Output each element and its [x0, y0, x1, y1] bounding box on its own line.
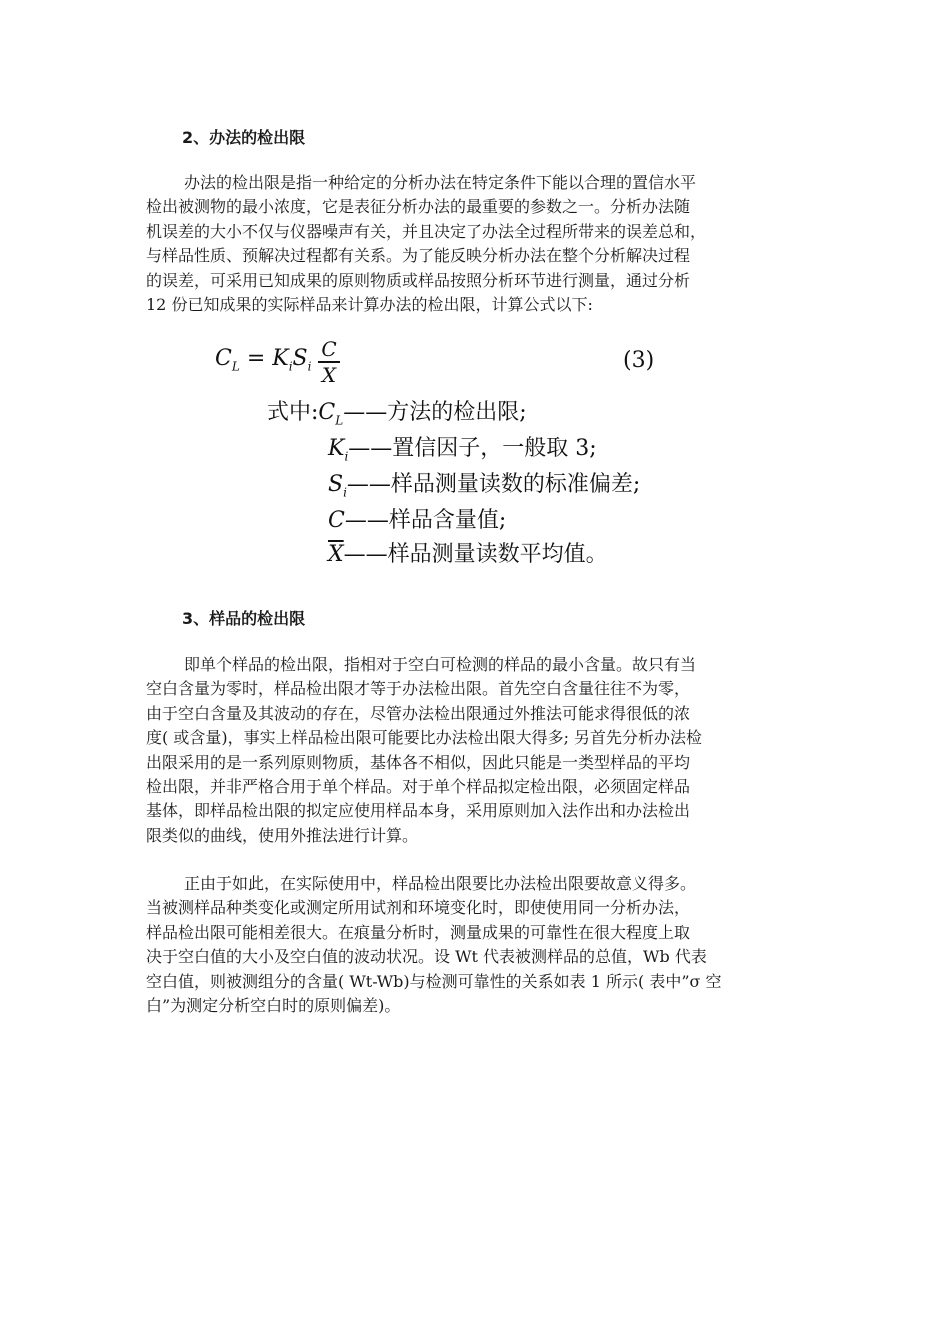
section-3-paragraph-1 [146, 653, 802, 848]
paragraph-line: 12 份已知成果的实际样品来计算办法的检出限，计算公式以下: [146, 295, 593, 315]
paragraph-line: 检出被测物的最小浓度，它是表征分析办法的最重要的参数之一。分析办法随 [146, 197, 691, 217]
formula-s-sub: i [307, 359, 312, 374]
formula-lhs: C [215, 346, 232, 371]
paragraph-line: 空白含量为零时，样品检出限才等于办法检出限。首先空白含量往往不为零， [146, 679, 691, 699]
paragraph-line: 与样品性质、预解决过程都有关系。为了能反映分析办法在整个分析解决过程 [146, 246, 691, 266]
formula-equals: = [246, 346, 266, 371]
def-text: ——样品测量读数平均值。 [343, 542, 608, 567]
paragraph-line: 由于空白含量及其波动的存在，尽管办法检出限通过外推法可能求得很低的浓 [146, 703, 691, 723]
def-text: ——方法的检出限; [343, 400, 527, 425]
paragraph-line: 当被测样品种类变化或测定所用试剂和环境变化时，即使使用同一分析办法， [146, 898, 691, 918]
paragraph-line: 机误差的大小不仅与仪器噪声有关，并且决定了办法全过程所带来的误差总和， [146, 221, 707, 241]
paragraph-line: 办法的检出限是指一种给定的分析办法在特定条件下能以合理的置信水平 [184, 173, 697, 192]
fraction-numerator: C [321, 337, 337, 361]
def-symbol: $\overline{X}$ [328, 542, 344, 567]
paragraph-line: 白”为测定分析空白时的原则偏差)。 [146, 996, 401, 1016]
formula-def-row [328, 542, 608, 568]
where-label: 式中: [267, 400, 319, 425]
fraction-denominator: X [321, 362, 337, 387]
paragraph-line: 基体，即样品检出限的拟定应使用样品本身，采用原则加入法作出和办法检出 [146, 801, 691, 821]
formula-k-sub: i [288, 359, 293, 374]
def-text: ——置信因子，一般取 3; [348, 436, 597, 461]
formula-where-row [267, 400, 527, 433]
paragraph-line: 出限采用的是一系列原则物质，基体各不相似，因此只能是一类型样品的平均 [146, 752, 691, 772]
formula-def-row [328, 508, 506, 534]
section-3-heading: 3、样品的检出限 [182, 609, 306, 628]
def-symbol: $K_i$ [328, 436, 349, 464]
paragraph-line: 限类似的曲线，使用外推法进行计算。 [146, 825, 419, 845]
def-text: ——样品测量读数的标准偏差; [346, 472, 641, 497]
def-symbol: $C_L$ [318, 400, 344, 428]
paragraph-line: 样品检出限可能相差很大。在痕量分析时，测量成果的可靠性在很大程度上取 [146, 922, 691, 942]
paragraph-line: 决于空白值的大小及空白值的波动状况。设 Wt 代表被测样品的总值，Wb 代表 [146, 947, 707, 967]
formula-def-row [328, 472, 640, 505]
formula-equation [215, 346, 311, 373]
paragraph-line: 检出限，并非严格合用于单个样品。对于单个样品拟定检出限，必须固定样品 [146, 777, 691, 797]
paragraph-line: 度( 或含量)，事实上样品检出限可能要比办法检出限大得多; 另首先分析办法检 [146, 728, 703, 748]
section-3-paragraph-2 [146, 872, 802, 1018]
section-2-paragraph [146, 171, 802, 317]
paragraph-line: 正由于如此，在实际使用中，样品检出限要比办法检出限要故意义得多。 [184, 874, 697, 893]
formula-lhs-sub: L [231, 359, 240, 374]
def-symbol: C [328, 508, 345, 533]
formula-def-row [328, 436, 597, 469]
formula-s: S [292, 346, 308, 371]
equation-number: (3) [623, 348, 655, 373]
def-symbol: $S_i$ [328, 472, 347, 500]
paragraph-line: 即单个样品的检出限，指相对于空白可检测的样品的最小含量。故只有当 [184, 655, 697, 674]
formula-fraction [318, 338, 340, 386]
formula-k: K [272, 346, 289, 371]
paragraph-line: 的误差，可采用已知成果的原则物质或样品按照分析环节进行测量，通过分析 [146, 270, 691, 290]
def-text: ——样品含量值; [344, 508, 507, 533]
paragraph-line: 空白值，则被测组分的含量( Wt-Wb)与检测可靠性的关系如表 1 所示( 表中”σ 空 [146, 971, 722, 991]
formula-block [215, 338, 685, 574]
section-2-heading: 2、办法的检出限 [182, 128, 306, 147]
